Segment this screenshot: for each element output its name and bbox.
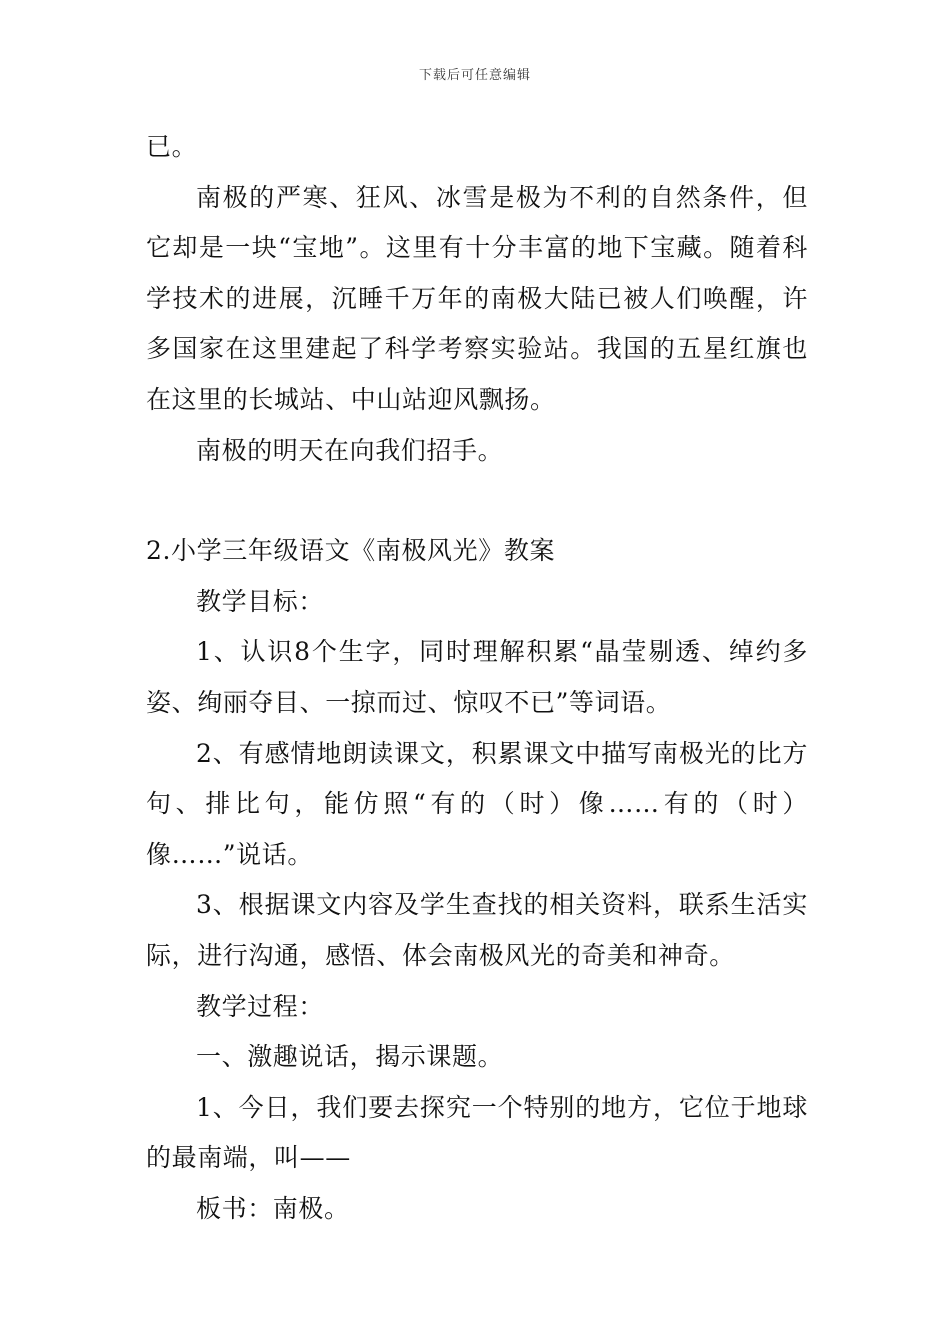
blackboard-note: 板书：南极。 <box>196 1193 350 1223</box>
teaching-goals-heading: 教学目标： <box>196 586 325 616</box>
section-gap <box>146 476 808 526</box>
paragraph-antarctic-treasure: 南极的严寒、狂风、冰雪是极为不利的自然条件，但它却是一块“宝地”。这里有十分丰富的地下宝藏。随着科学技术的进展，沉睡千万年的南极大陆已被人们唤醒，许多国家在这里建起了科学考察实验站。我国的五星红旗也在这里的长城站、中山站迎风飘扬。 <box>146 182 808 414</box>
goal-item-2: 2、有感情地朗读课文，积累课文中描写南极光的比方句、排比句，能仿照“有的（时）像……有的（时）像……”说话。 <box>146 738 808 869</box>
process-item-1: 1、今日，我们要去探究一个特别的地方，它位于地球的最南端，叫—— <box>146 1092 808 1173</box>
paragraph-continuation: 已。 <box>146 132 198 161</box>
page-header: 下载后可任意编辑 <box>418 68 531 83</box>
goal-item-3: 3、根据课文内容及学生查找的相关资料，联系生活实际，进行沟通，感悟、体会南极风光的奇美和神奇。 <box>146 890 808 970</box>
process-step-heading: 一、激趣说话，揭示课题。 <box>196 1042 504 1072</box>
document-body <box>146 122 808 1234</box>
goal-item-1: 1、认识8个生字，同时理解积累“晶莹剔透、绰约多姿、绚丽夺目、一掠而过、惊叹不已”等词语。 <box>146 637 808 717</box>
paragraph-antarctic-future: 南极的明天在向我们招手。 <box>196 435 504 465</box>
teaching-process-heading: 教学过程： <box>196 991 325 1021</box>
section-title: 2.小学三年级语文《南极风光》教案 <box>146 536 556 566</box>
